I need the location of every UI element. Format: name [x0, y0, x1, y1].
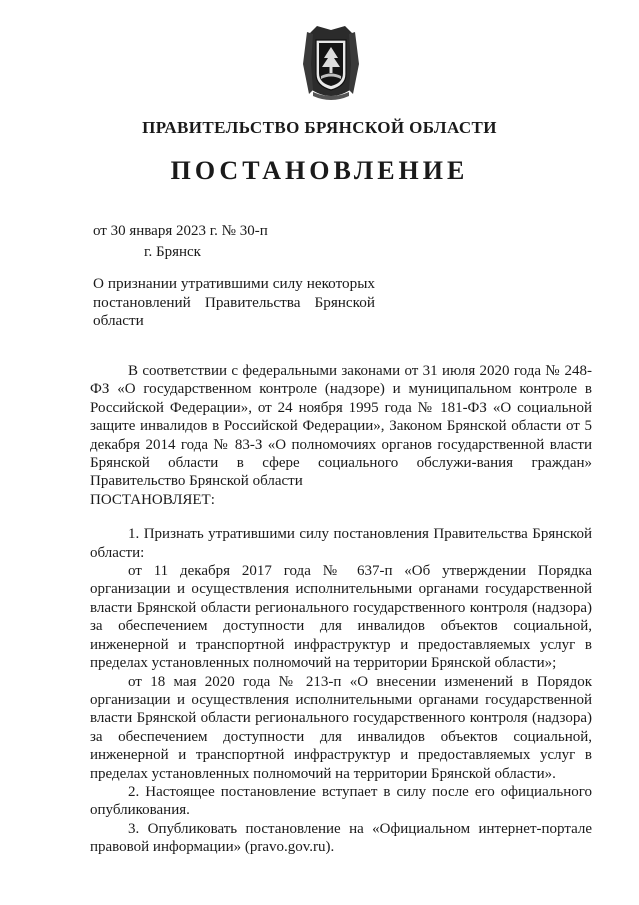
document-meta: [93, 221, 268, 263]
item-1a: от 11 декабря 2017 года № 637-п «Об утверждении Порядка организации и осуществления исполнительными органами государственной власти Брянской области регионального государственного контроля (надзора) за обеспечением доступности для инвалидов объектов социальной, инженерной и транспортной инфраструктур и предоставляемых услуг в пределах установленных полномочий на территории Брянской области»;: [90, 563, 592, 672]
resolves-keyword: ПОСТАНОВЛЯЕТ:: [90, 491, 215, 508]
subject-line: области: [93, 312, 144, 330]
document-body: [90, 362, 592, 857]
item-2: 2. Настоящее постановление вступает в силу после его официального опубликования.: [90, 783, 592, 819]
item-3: 3. Опубликовать постановление на «Официальном интернет-портале правовой информации» (pravo.gov.ru).: [90, 820, 592, 856]
document-subject: [93, 275, 375, 331]
subject-line: постановлений Правительства Брянской: [93, 293, 375, 311]
preamble-paragraph: В соответствии с федеральными законами от 31 июля 2020 года № 248-ФЗ «О государственном контроле (надзоре) и муниципальном контроле в Российской Федерации», от 24 ноября 1995 года № 181-ФЗ «О социальной защите инвалидов в Российской Федерации», Законом Брянской области от 5 декабря 2014 года № 83-З «О полномочиях органов государственной власти Брянской области в сфере социального обслужи-вания граждан» Правительство Брянской области: [90, 363, 592, 490]
item-1b: от 18 мая 2020 года № 213-п «О внесении изменений в Порядок организации и осуществления исполнительными органами государственной власти Брянской области регионального государственного контроля (надзора) за обеспечением доступности для инвалидов объектов социальной, инженерной и транспортной инфраструктур и предоставляемых услуг в пределах установленных полномочий на территории Брянской области».: [90, 673, 592, 782]
date-number: от 30 января 2023 г. № 30-п: [93, 223, 268, 239]
coat-of-arms-emblem: [303, 24, 359, 104]
subject-line: О признании утратившими силу некоторых: [93, 275, 375, 292]
document-type-title: ПОСТАНОВЛЕНИЕ: [170, 156, 469, 185]
city: г. Брянск: [144, 244, 201, 260]
item-1: 1. Признать утратившими силу постановления Правительства Брянской области:: [90, 526, 592, 561]
government-title: ПРАВИТЕЛЬСТВО БРЯНСКОЙ ОБЛАСТИ: [142, 118, 497, 137]
